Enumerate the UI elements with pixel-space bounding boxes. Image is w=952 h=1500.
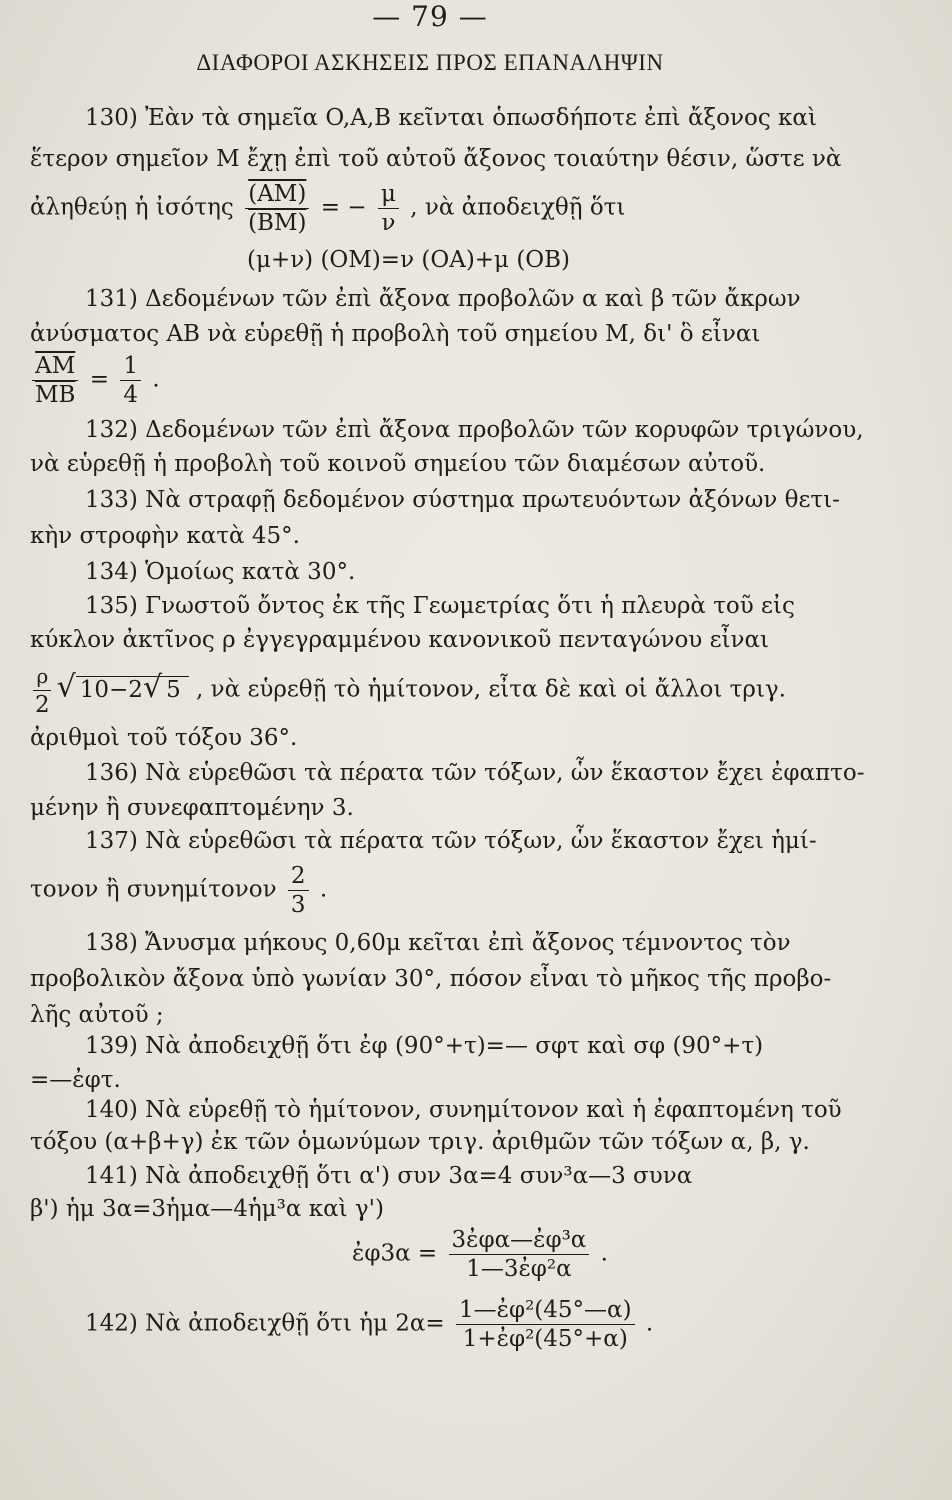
exercise-141-line-1: 141) Νὰ ἀποδειχθῇ ὅτι α') συν 3α=4 συν³α—3 συνα: [85, 1163, 693, 1189]
fraction-denominator: 2: [35, 692, 50, 718]
fraction-numerator: 1: [120, 352, 141, 381]
exercise-139-line-2: =—ἐφτ.: [30, 1067, 121, 1093]
radicand-term: 10−2: [79, 676, 143, 703]
exercise-139-line-1: 139) Νὰ ἀποδειχθῇ ὅτι ἐφ (90°+τ)=— σφτ καὶ σφ (90°+τ): [85, 1033, 764, 1059]
exercise-135-line-1: 135) Γνωστοῦ ὄντος ἐκ τῆς Γεωμετρίας ὅτι ἡ πλευρὰ τοῦ εἰς: [85, 593, 795, 619]
ratio-two-thirds: [288, 862, 309, 919]
period: .: [600, 1240, 608, 1267]
fraction-denominator: 4: [123, 382, 138, 408]
fraction-numerator: 1—ἐφ²(45°—α): [456, 1296, 635, 1325]
exercise-141-line-2: β') ἡμ 3α=3ἡμα—4ἡμ³α καὶ γ'): [30, 1196, 384, 1222]
section-title: ΔΙΑΦΟΡΟΙ ΑΣΚΗΣΕΙΣ ΠΡΟΣ ΕΠΑΝΑΛΗΨΙΝ: [196, 50, 664, 75]
fraction-denominator: (BM): [248, 210, 307, 236]
page-number: — 79 —: [372, 0, 488, 33]
exercise-142-text: 142) Νὰ ἀποδειχθῇ ὅτι ἡμ 2α=: [85, 1310, 445, 1337]
ratio-am-mb: [32, 352, 78, 409]
exercise-142: [85, 1296, 653, 1353]
exercise-130-formula: (μ+ν) (OM)=ν (OA)+μ (OB): [247, 247, 571, 273]
exercise-135-line-2: κύκλον ἀκτῖνος ρ ἐγγεγραμμένου κανονικοῦ πενταγώνου εἶναι: [30, 627, 770, 653]
exercise-136-line-2: μένην ἢ συνεφαπτομένην 3.: [30, 795, 354, 821]
exercise-130-line-3: [30, 180, 625, 237]
radical-sign: √: [56, 669, 76, 705]
fraction-numerator: 3ἐφα—ἐφ³α: [449, 1226, 590, 1255]
radicand: [76, 669, 189, 705]
fraction-numerator: $\overline{AM}$: [32, 352, 78, 381]
exercise-130-text: ἀληθεύῃ ἡ ἰσότης: [30, 194, 234, 221]
fraction-numerator: μ: [378, 180, 399, 209]
exercise-141-formula: [352, 1226, 608, 1283]
exercise-133-line-2: κὴν στροφὴν κατὰ 45°.: [30, 523, 300, 549]
exercise-135-line-4: ἀριθμοὶ τοῦ τόξου 36°.: [30, 725, 298, 751]
exercise-140-line-2: τόξου (α+β+γ) ἐκ τῶν ὁμωνύμων τριγ. ἀριθμῶν τῶν τόξων α, β, γ.: [30, 1129, 810, 1155]
fraction-numerator: (AM): [245, 180, 309, 209]
ratio-one-quarter: [120, 352, 141, 409]
fraction-denominator: 1+ἐφ²(45°+α): [462, 1326, 628, 1352]
fraction-denominator: ν: [381, 210, 396, 236]
exercise-134-line-1: 134) Ὁμοίως κατὰ 30°.: [85, 559, 356, 585]
formula-lhs: ἐφ3α =: [352, 1240, 438, 1267]
exercise-138-line-1: 138) Ἄνυσμα μήκους 0,60μ κεῖται ἐπὶ ἄξονος τέμνοντος τὸν: [85, 930, 791, 956]
sine-double-fraction: [456, 1296, 635, 1353]
inner-radical-sign: √: [142, 669, 163, 705]
exercise-135-text: , νὰ εὑρεθῇ τὸ ἡμίτονον, εἶτα δὲ καὶ οἱ ἄλλοι τριγ.: [196, 676, 786, 703]
exercise-130-line-1: 130) Ἐὰν τὰ σημεῖα O,A,B κεῖνται ὁπωσδήποτε ἐπὶ ἄξονος καὶ: [85, 105, 817, 131]
tangent-triple-fraction: [449, 1226, 590, 1283]
inner-radicand: 5: [162, 676, 185, 703]
exercise-132-line-1: 132) Δεδομένων τῶν ἐπὶ ἄξονα προβολῶν τῶν κορυφῶν τριγώνου,: [85, 417, 864, 443]
exercise-130-line-2: ἕτερον σημεῖον M ἔχῃ ἐπὶ τοῦ αὐτοῦ ἄξονος τοιαύτην θέσιν, ὥστε νὰ: [30, 146, 842, 172]
exercise-131-line-2: ἀνύσματος AB νὰ εὑρεθῇ ἡ προβολὴ τοῦ σημείου M, δι' ὃ εἶναι: [30, 321, 761, 347]
ratio-mu-nu: [378, 180, 399, 237]
equals-sign: =: [89, 366, 110, 393]
fraction-denominator: 1—3ἐφ²α: [466, 1256, 572, 1282]
exercise-131-line-1: 131) Δεδομένων τῶν ἐπὶ ἄξονα προβολῶν α καὶ β τῶν ἄκρων: [85, 286, 801, 312]
exercise-137-text: τονον ἢ συνημίτονον: [30, 876, 277, 903]
exercise-138-line-3: λῆς αὐτοῦ ;: [30, 1002, 164, 1028]
fraction-numerator: 2: [288, 862, 309, 891]
fraction-numerator: ρ: [33, 662, 51, 691]
equals-sign: = −: [320, 194, 367, 221]
period: .: [152, 366, 160, 393]
ratio-am-bm: [245, 180, 309, 237]
exercise-135-line-3: [28, 662, 786, 719]
exercise-136-line-1: 136) Νὰ εὑρεθῶσι τὰ πέρατα τῶν τόξων, ὧν ἕκαστον ἔχει ἐφαπτο-: [85, 760, 865, 786]
ratio-rho-half: [32, 662, 53, 719]
exercise-133-line-1: 133) Νὰ στραφῇ δεδομένον σύστημα πρωτευόντων ἀξόνων θετι-: [85, 487, 840, 513]
exercise-137-line-1: 137) Νὰ εὑρεθῶσι τὰ πέρατα τῶν τόξων, ὧν ἕκαστον ἔχει ἡμί-: [85, 828, 817, 854]
exercise-137-line-2: [30, 862, 327, 919]
period: .: [319, 876, 328, 903]
exercise-138-line-2: προβολικὸν ἄξονα ὑπὸ γωνίαν 30°, πόσον εἶναι τὸ μῆκος τῆς προβο-: [30, 966, 832, 992]
exercise-140-line-1: 140) Νὰ εὑρεθῇ τὸ ἡμίτονον, συνημίτονον καὶ ἡ ἐφαπτομένη τοῦ: [85, 1097, 842, 1123]
exercise-132-line-2: νὰ εὑρεθῇ ἡ προβολὴ τοῦ κοινοῦ σημείου τῶν διαμέσων αὐτοῦ.: [30, 451, 766, 477]
exercise-130-text-end: , νὰ ἀποδειχθῇ ὅτι: [410, 194, 626, 221]
exercise-131-formula: [28, 352, 160, 409]
fraction-denominator: MB: [35, 382, 76, 408]
fraction-denominator: 3: [290, 892, 306, 918]
period: .: [645, 1310, 654, 1337]
